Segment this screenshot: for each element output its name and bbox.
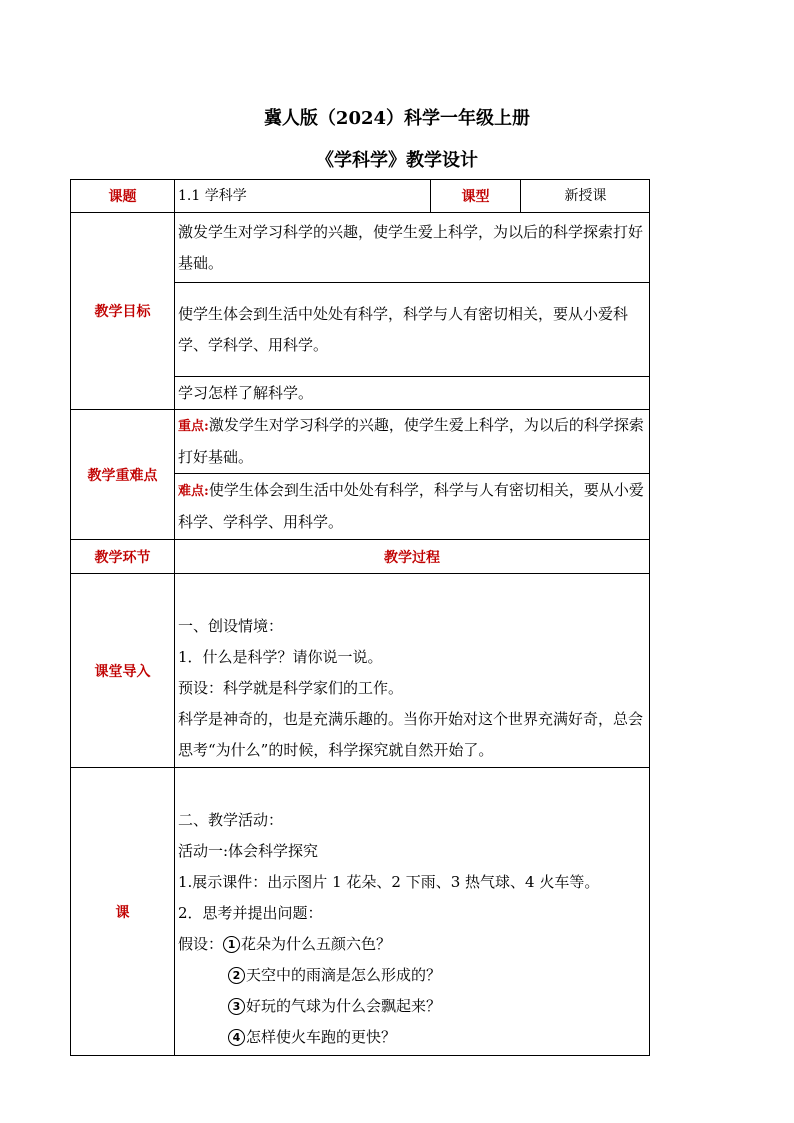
document-subtitle: 《学科学》教学设计 [316,150,478,171]
lesson-content [175,768,650,1056]
intro-row [71,574,650,768]
hypothesis-line [178,960,647,991]
key-point-row [71,410,650,474]
lesson-label: 课 [71,768,175,1056]
circled-number: 4 [228,1029,245,1046]
intro-line: 预设：科学就是科学家们的工作。 [178,679,404,697]
hypothesis-line [178,991,647,1022]
intro-line: 科学是神奇的，也是充满乐趣的。当你开始对这个世界充满好奇，总会思考“为什么”的时候，科学探究就自然开始了。 [178,710,644,759]
goal-row [71,213,650,283]
goal-item: 激发学生对学习科学的兴趣，使学生爱上科学，为以后的科学探索打好基础。 [175,213,650,283]
hypothesis-line [178,929,647,960]
hypothesis-text: 花朵为什么五颜六色？ [241,934,392,953]
process-label: 教学过程 [175,540,650,574]
difficult-point-tag: 难点: [178,484,209,499]
lesson-line: 活动一:体会科学探究 [178,841,319,860]
lesson-line: 2．思考并提出问题： [178,903,323,922]
type-value: 新授课 [521,180,650,213]
section-header-row [71,540,650,574]
difficult-point [175,474,650,540]
key-point-text: 激发学生对学习科学的兴趣，使学生爱上科学，为以后的科学探索打好基础。 [178,416,644,466]
topic-value: 1.1 学科学 [175,180,431,213]
key-label: 教学重难点 [71,410,175,540]
topic-row [71,180,650,213]
hypothesis-text: 天空中的雨滴是怎么形成的？ [246,965,442,984]
type-label: 课型 [431,180,521,213]
document-title: 冀人版（2024）科学一年级上册 [263,108,531,129]
hypothesis-tag: 假设： [178,934,224,953]
lesson-line: 1.展示课件：出示图片 1 花朵、2 下雨、3 热气球、4 火车等。 [178,872,600,891]
key-point-tag: 重点: [178,419,209,434]
goal-item: 学习怎样了解科学。 [175,377,650,410]
goals-label: 教学目标 [71,213,175,410]
lesson-row [71,768,650,1056]
hypothesis-text: 好玩的气球为什么会飘起来？ [246,996,442,1015]
topic-label: 课题 [71,180,175,213]
intro-label: 课堂导入 [71,574,175,768]
hypothesis-line [178,1022,647,1053]
difficult-point-text: 使学生体会到生活中处处有科学，科学与人有密切相关，要从小爱科学、学科学、用科学。 [178,481,644,531]
lesson-line: 二、教学活动： [178,810,284,829]
key-point [175,410,650,474]
intro-line: 一、创设情境： [178,617,284,635]
intro-content [175,574,650,768]
goal-item: 使学生体会到生活中处处有科学，科学与人有密切相关，要从小爱科学、学科学、用科学。 [175,283,650,377]
lesson-plan-table [70,179,650,1056]
circled-number: 3 [228,998,245,1015]
hypothesis-text: 怎样使火车跑的更快？ [246,1027,397,1046]
intro-line: 1．什么是科学？请你说一说。 [178,648,383,666]
circled-number: 2 [228,967,245,984]
section-label: 教学环节 [71,540,175,574]
circled-number: 1 [223,936,240,953]
